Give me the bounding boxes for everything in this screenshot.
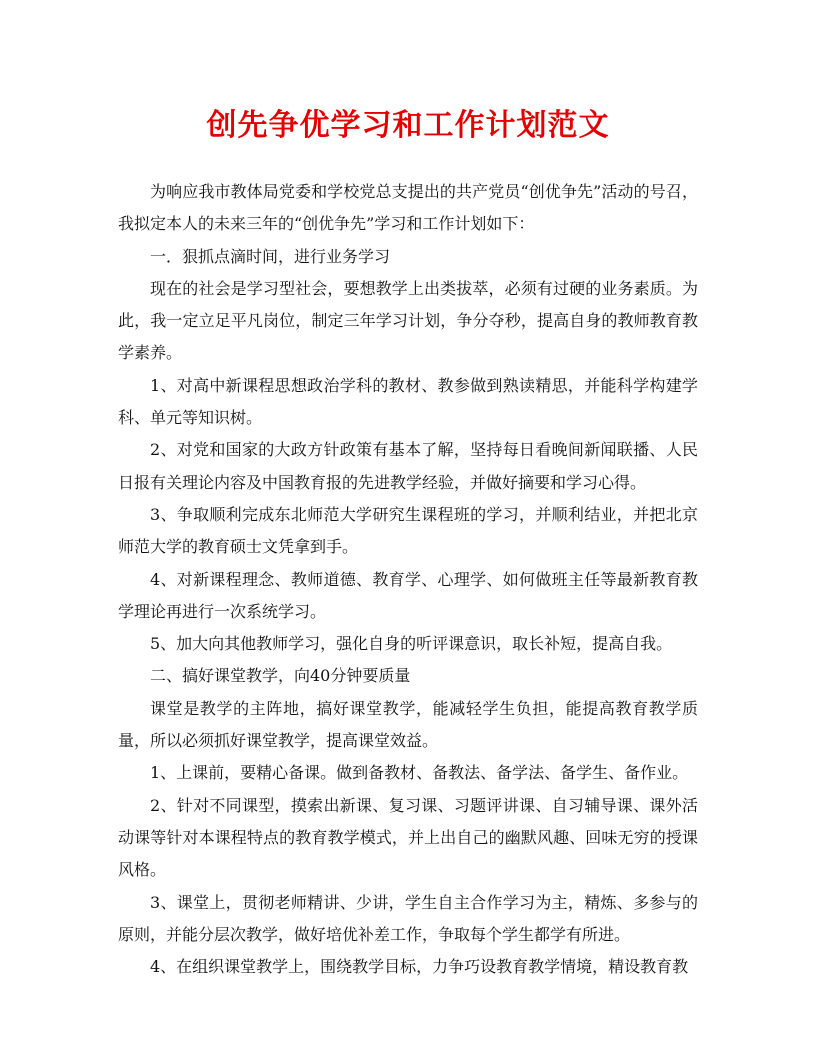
document-title: 创先争优学习和工作计划范文 (206, 108, 610, 143)
paragraph: 课堂是教学的主阵地，搞好课堂教学，能减轻学生负担，能提高教育教学质量，所以必须抓好课堂教学，提高课堂效益。 (118, 698, 698, 751)
document-body (118, 176, 698, 983)
list-item: 4、对新课程理念、教师道德、教育学、心理学、如何做班主任等最新教育教学理论再进行一次系统学习。 (118, 569, 698, 621)
list-item: 5、加大向其他教师学习，强化自身的听评课意识，取长补短，提高自我。 (150, 634, 673, 654)
list-item: 2、对党和国家的大政方针政策有基本了解，坚持每日看晚间新闻联播、人民日报有关理论内容及中国教育报的先进教学经验，并做好摘要和学习心得。 (118, 440, 698, 492)
list-item: 1、上课前，要精心备课。做到备教材、备教法、备学法、备学生、备作业。 (150, 763, 689, 783)
list-item: 2、针对不同课型，摸索出新课、复习课、习题评讲课、自习辅导课、课外活动课等针对本课程特点的教育教学模式，并上出自己的幽默风趣、回味无穷的授课风格。 (118, 795, 698, 880)
list-item: 3、课堂上，贯彻老师精讲、少讲，学生自主合作学习为主，精炼、多参与的原则，并能分层次教学，做好培优补差工作，争取每个学生都学有所进。 (118, 892, 698, 944)
list-item: 3、争取顺利完成东北师范大学研究生课程班的学习，并顺利结业，并把北京师范大学的教育硕士文凭拿到手。 (118, 504, 698, 557)
section-heading-2: 二、搞好课堂教学，向40分钟要质量 (150, 666, 411, 686)
list-item: 4、在组织课堂教学上，围绕教学目标，力争巧设教育教学情境，精设教育教 (150, 957, 689, 977)
section-heading-1: 一．狠抓点滴时间，进行业务学习 (150, 246, 391, 266)
paragraph: 现在的社会是学习型社会，要想教学上出类拔萃，必须有过硬的业务素质。为此，我一定立足平凡岗位，制定三年学习计划，争分夺秒，提高自身的教师教育教学素养。 (118, 278, 698, 363)
paragraph-intro: 为响应我市教体局党委和学校党总支提出的共产党员“创优争先”活动的号召，我拟定本人的未来三年的“创优争先”学习和工作计划如下： (118, 182, 698, 234)
list-item: 1、对高中新课程思想政治学科的教材、教参做到熟读精思，并能科学构建学科、单元等知识树。 (118, 375, 698, 428)
